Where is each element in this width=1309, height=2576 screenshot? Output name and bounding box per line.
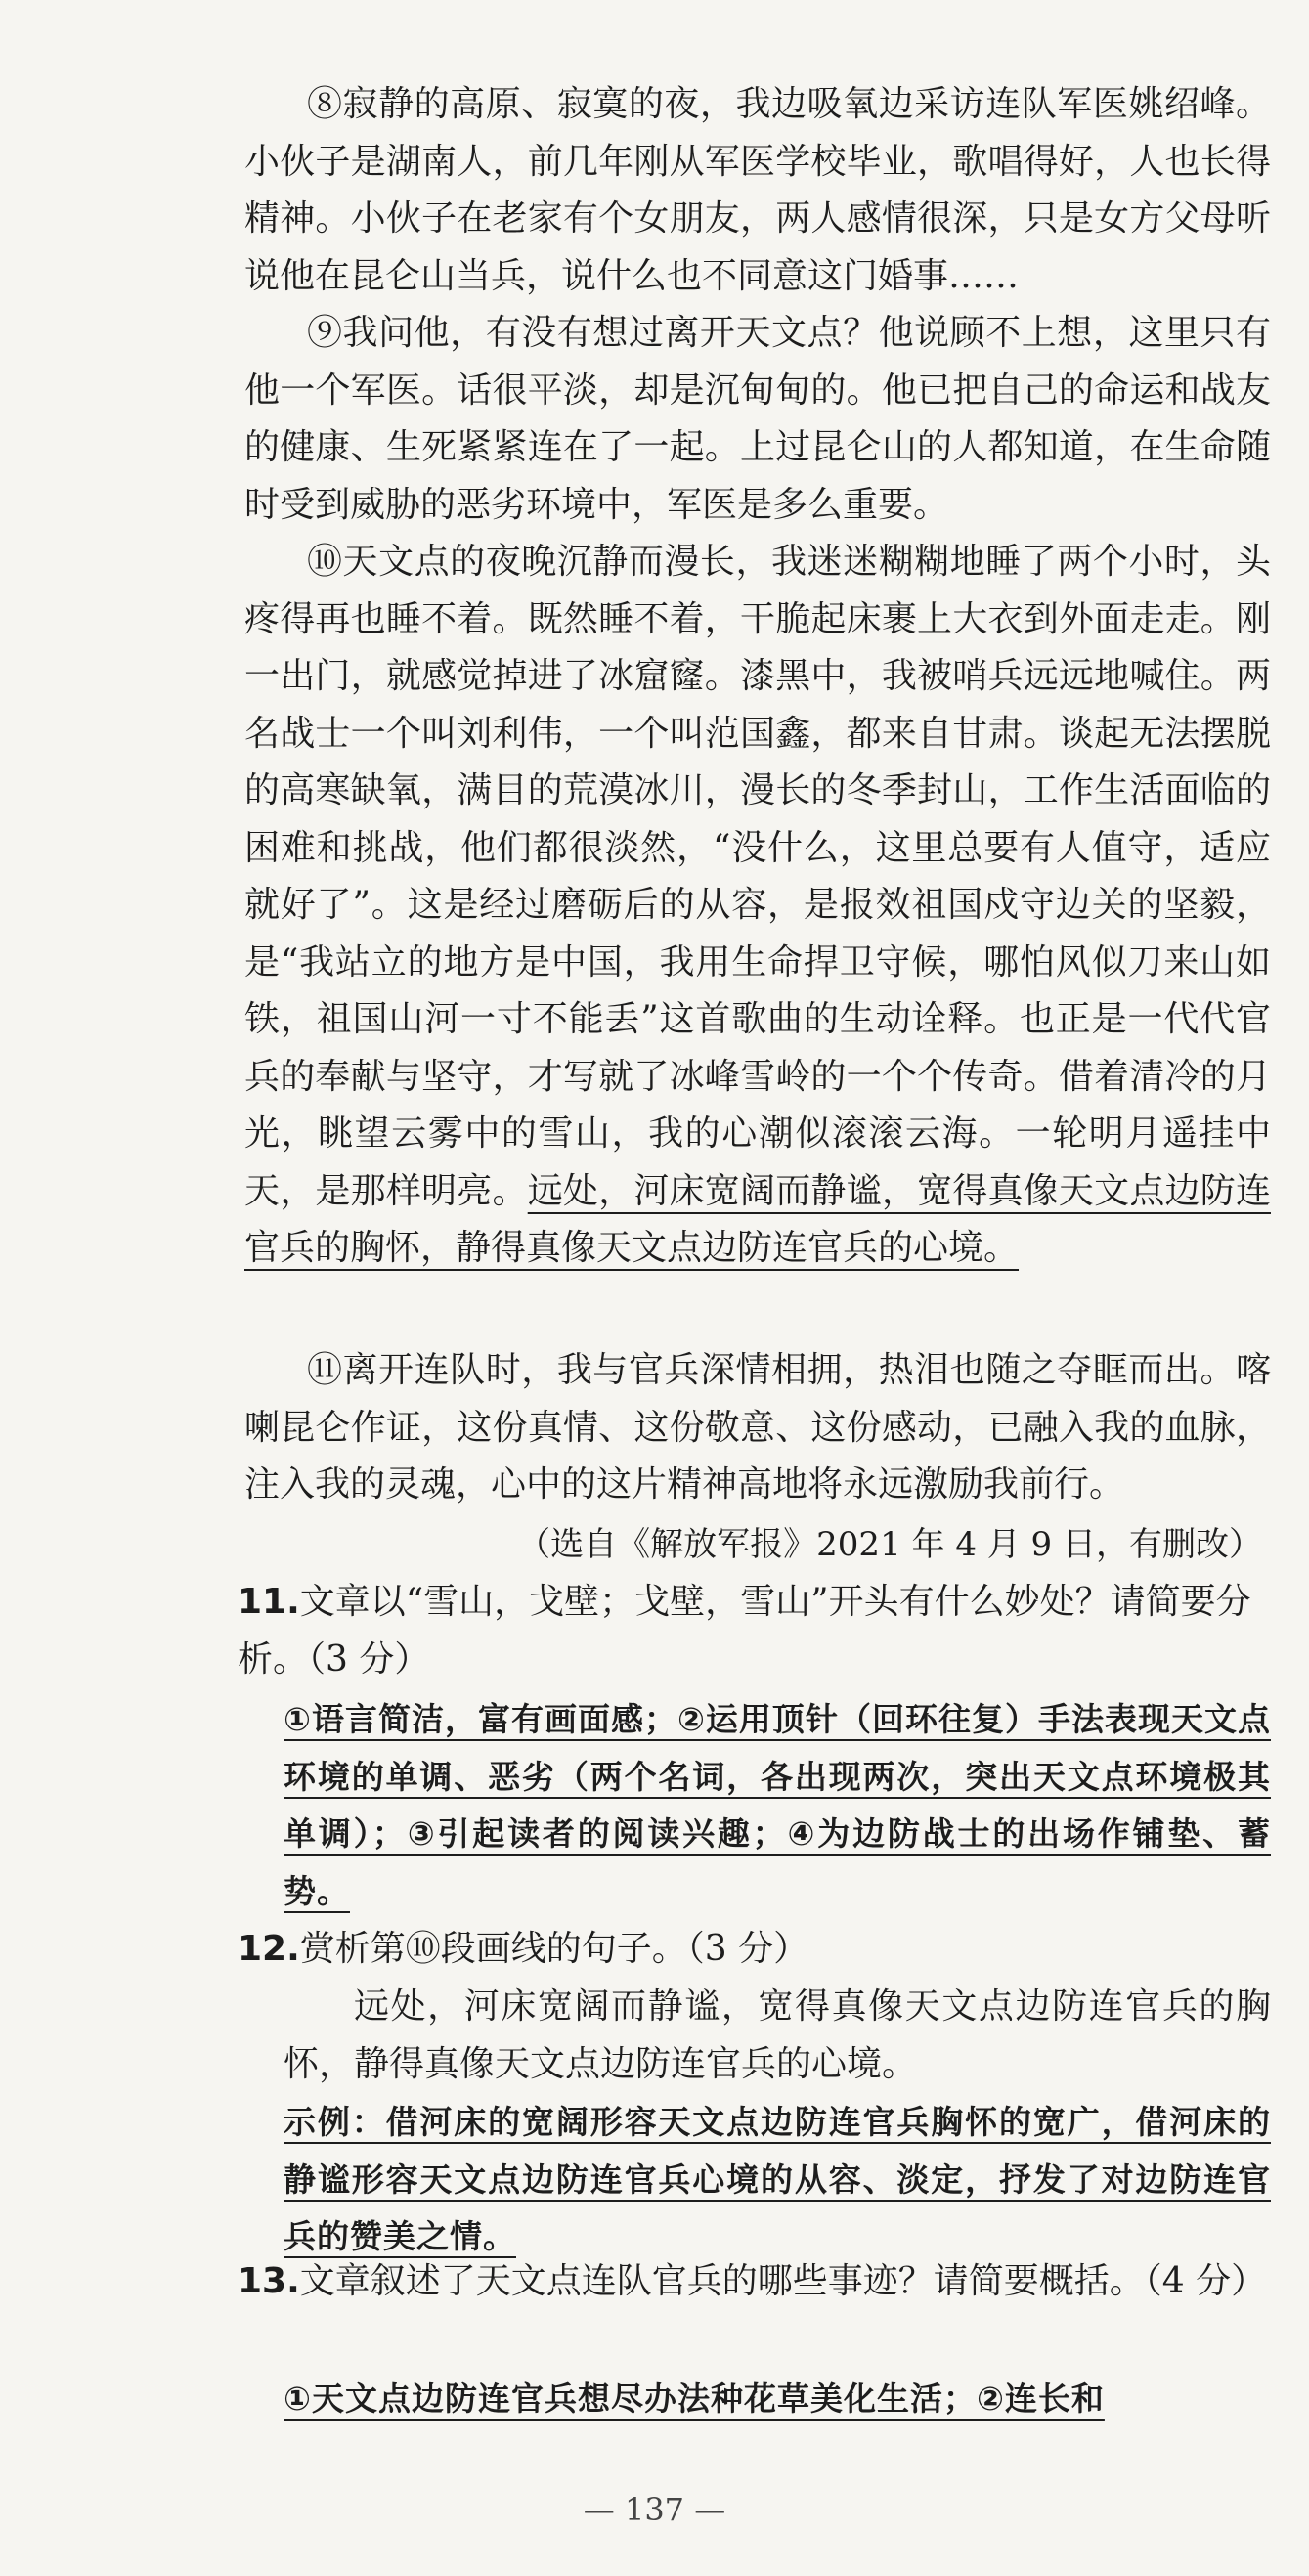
question-11-text: 文章以“雪山，戈壁；戈壁，雪山”开头有什么妙处？请简要分析。（3 分） [238, 1582, 1251, 1680]
answer-11: ①语言简洁，富有画面感；②运用顶针（回环往复）手法表现天文点环境的单调、恶劣（两个名词，各出现两次，突出天文点环境极其单调）；③引起读者的阅读兴趣；④为边防战士的出场作铺垫、蓄势。 [284, 1700, 1271, 1910]
question-12-text: 赏析第⑩段画线的句子。（3 分） [299, 1929, 809, 1969]
question-12-number: 12. [238, 1929, 300, 1969]
question-13-text: 文章叙述了天文点连队官兵的哪些事迹？请简要概括。（4 分） [299, 2261, 1267, 2301]
question-11 [238, 1574, 1274, 1688]
question-13-number: 13. [238, 2261, 300, 2301]
question-13 [238, 2253, 1274, 2311]
source-citation: （选自《解放军报》2021 年 4 月 9 日，有删改） [517, 1525, 1262, 1564]
answer-13: ①天文点边防连官兵想尽办法种花草美化生活；②连长和 [284, 2380, 1105, 2418]
question-12 [238, 1921, 1274, 1979]
paragraph-9 [244, 305, 1271, 534]
answer-12: 示例：借河床的宽阔形容天文点边防连官兵胸怀的宽广，借河床的静谧形容天文点边防连官兵心境的从容、淡定，抒发了对边防连官兵的赞美之情。 [284, 2103, 1271, 2255]
paragraph-9-text: ⑨我问他，有没有想过离开天文点？他说顾不上想，这里只有他一个军医。话很平淡，却是沉甸甸的。他已把自己的命运和战友的健康、生死紧紧连在了一起。上过昆仑山的人都知道，在生命随时受到威胁的恶劣环境中，军医是多么重要。 [244, 313, 1271, 525]
paragraph-10-main: ⑩天文点的夜晚沉静而漫长，我迷迷糊糊地睡了两个小时，头疼得再也睡不着。既然睡不着，干脆起床裹上大衣到外面走走。刚一出门，就感觉掉进了冰窟窿。漆黑中，我被哨兵远远地喊住。两名战士一个叫刘利伟，一个叫范国鑫，都来自甘肃。谈起无法摆脱的高寒缺氧，满目的荒漠冰川，漫长的冬季封山，工作生活面临的困难和挑战，他们都很淡然，“没什么，这里总要有人值守，适应就好了”。这是经过磨砺后的从容，是报效祖国戍守边关的坚毅，是“我站立的地方是中国，我用生命捍卫守候，哪怕风似刀来山如铁，祖国山河一寸不能丢”这首歌曲的生动诠释。也正是一代代官兵的奉献与坚守，才写就了冰峰雪岭的一个个传奇。借着清冷的月光，眺望云雾中的雪山，我的心潮似滚滚云海。一轮明月遥挂中天，是那样明亮。 [244, 542, 1271, 1211]
page-number-text: — 137 — [583, 2491, 726, 2528]
paragraph-8-text: ⑧寂静的高原、寂寞的夜，我边吸氧边采访连队军医姚绍峰。小伙子是湖南人，前几年刚从军医学校毕业，歌唱得好，人也长得精神。小伙子在老家有个女朋友，两人感情很深，只是女方父母听说他在昆仑山当兵，说什么也不同意这门婚事…… [244, 84, 1271, 296]
question-11-number: 11. [238, 1582, 300, 1622]
page-number [0, 2491, 1309, 2528]
paragraph-10-text [244, 534, 1271, 1278]
paragraph-10-underlined-sentence: 远处，河床宽阔而静谧，宽得真像天文点边防连官兵的胸怀，静得真像天文点边防连官兵的心境。 [244, 1170, 1271, 1268]
question-12-quoted-sentence: 远处，河床宽阔而静谧，宽得真像天文点边防连官兵的胸怀，静得真像天文点边防连官兵的心境。 [284, 1987, 1271, 2084]
paragraph-10 [244, 534, 1271, 1278]
paragraph-11 [244, 1342, 1271, 1514]
paragraph-8 [244, 76, 1271, 305]
paragraph-11-text: ⑪离开连队时，我与官兵深情相拥，热泪也随之夺眶而出。喀喇昆仑作证，这份真情、这份敬意、这份感动，已融入我的血脉，注入我的灵魂，心中的这片精神高地将永远激励我前行。 [244, 1350, 1271, 1505]
